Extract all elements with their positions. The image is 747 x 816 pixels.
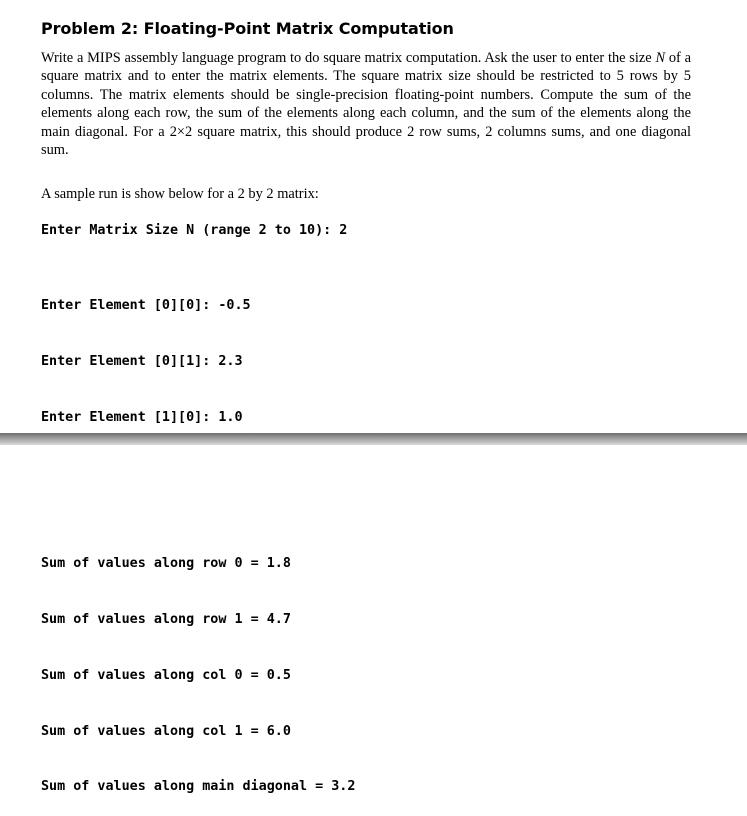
element-prompt-line: Enter Element [0][0]: -0.5 — [41, 298, 251, 314]
result-line: Sum of values along main diagonal = 3.2 — [41, 779, 356, 795]
size-variable-n: N — [655, 50, 666, 66]
result-line: Sum of values along col 1 = 6.0 — [41, 723, 291, 739]
element-prompt-line: Enter Element [0][1]: 2.3 — [41, 353, 243, 369]
sample-run-intro: A sample run is show below for a 2 by 2 matrix: — [41, 186, 319, 202]
problem-title: Problem 2: Floating-Point Matrix Computation — [41, 19, 454, 38]
result-line: Sum of values along col 0 = 0.5 — [41, 667, 291, 683]
result-line: Sum of values along row 0 = 1.8 — [41, 556, 291, 572]
problem-description — [41, 49, 691, 159]
page-break-divider — [0, 433, 747, 445]
element-prompt-line: Enter Element [1][0]: 1.0 — [41, 409, 243, 425]
result-line: Sum of values along row 1 = 4.7 — [41, 611, 291, 627]
sum-results — [41, 518, 355, 816]
description-part-1: Write a MIPS assembly language program to do square matrix computation. Ask the user to enter the size — [41, 50, 656, 66]
matrix-size-prompt: Enter Matrix Size N (range 2 to 10): 2 — [41, 223, 348, 238]
description-part-2: of a square matrix and to enter the matrix elements. The square matrix size should be restricted to 5 rows by 5 columns. The matrix elements should be single-precision floating-point numbers. Compute the sum of the elements along each row, the sum of the elements along each column, and the sum of the elements along the main diagonal. For a 2×2 square matrix, this should produce 2 row sums, 2 columns sums, and one diagonal sum. — [41, 50, 691, 159]
